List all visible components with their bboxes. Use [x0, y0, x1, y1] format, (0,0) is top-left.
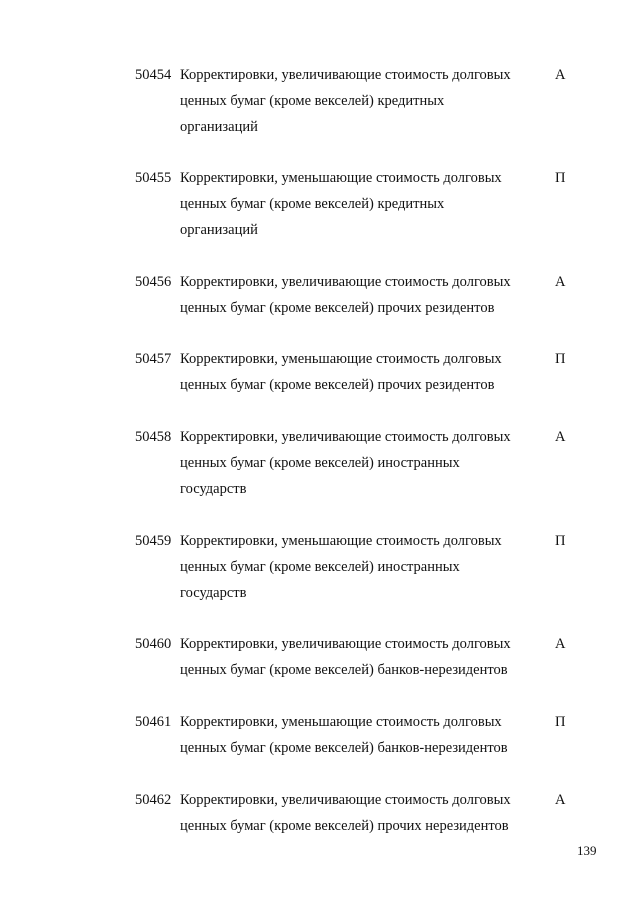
page-number: 139 — [577, 843, 597, 858]
description-line: государств — [180, 585, 247, 601]
account-type: П — [555, 714, 566, 730]
account-description — [180, 424, 535, 502]
account-code: 50461 — [135, 714, 172, 730]
account-type: А — [555, 429, 566, 445]
account-description — [180, 165, 535, 243]
description-line: ценных бумаг (кроме векселей) иностранных — [180, 559, 460, 575]
description-line: организаций — [180, 119, 258, 135]
account-description — [180, 62, 535, 140]
description-line: Корректировки, увеличивающие стоимость долговых — [180, 67, 511, 83]
description-line: ценных бумаг (кроме векселей) иностранных — [180, 455, 460, 471]
account-description — [180, 787, 535, 839]
account-code: 50457 — [135, 351, 172, 367]
description-line: организаций — [180, 222, 258, 238]
description-line: Корректировки, уменьшающие стоимость долговых — [180, 714, 502, 730]
account-type: А — [555, 636, 566, 652]
description-line: Корректировки, увеличивающие стоимость долговых — [180, 636, 511, 652]
account-description — [180, 346, 535, 398]
description-line: государств — [180, 481, 247, 497]
description-line: Корректировки, увеличивающие стоимость долговых — [180, 274, 511, 290]
account-code: 50454 — [135, 67, 172, 83]
account-code: 50456 — [135, 274, 172, 290]
account-type: П — [555, 533, 566, 549]
description-line: ценных бумаг (кроме векселей) прочих резидентов — [180, 377, 495, 393]
description-line: ценных бумаг (кроме векселей) банков-нерезидентов — [180, 740, 508, 756]
description-line: ценных бумаг (кроме векселей) кредитных — [180, 196, 445, 212]
description-line: Корректировки, уменьшающие стоимость долговых — [180, 533, 502, 549]
account-type: А — [555, 67, 566, 83]
account-description — [180, 269, 535, 321]
account-description — [180, 709, 535, 761]
description-line: Корректировки, увеличивающие стоимость долговых — [180, 792, 511, 808]
description-line: Корректировки, уменьшающие стоимость долговых — [180, 170, 502, 186]
account-type: А — [555, 792, 566, 808]
account-code: 50462 — [135, 792, 172, 808]
account-type: А — [555, 274, 566, 290]
description-line: ценных бумаг (кроме векселей) прочих резидентов — [180, 300, 495, 316]
description-line: Корректировки, увеличивающие стоимость долговых — [180, 429, 511, 445]
account-code: 50458 — [135, 429, 172, 445]
description-line: ценных бумаг (кроме векселей) кредитных — [180, 93, 445, 109]
account-code: 50459 — [135, 533, 172, 549]
account-code: 50455 — [135, 170, 172, 186]
account-code: 50460 — [135, 636, 172, 652]
account-type: П — [555, 170, 566, 186]
account-description — [180, 528, 535, 606]
description-line: Корректировки, уменьшающие стоимость долговых — [180, 351, 502, 367]
description-line: ценных бумаг (кроме векселей) прочих нерезидентов — [180, 818, 509, 834]
account-description — [180, 631, 535, 683]
account-type: П — [555, 351, 566, 367]
description-line: ценных бумаг (кроме векселей) банков-нерезидентов — [180, 662, 508, 678]
